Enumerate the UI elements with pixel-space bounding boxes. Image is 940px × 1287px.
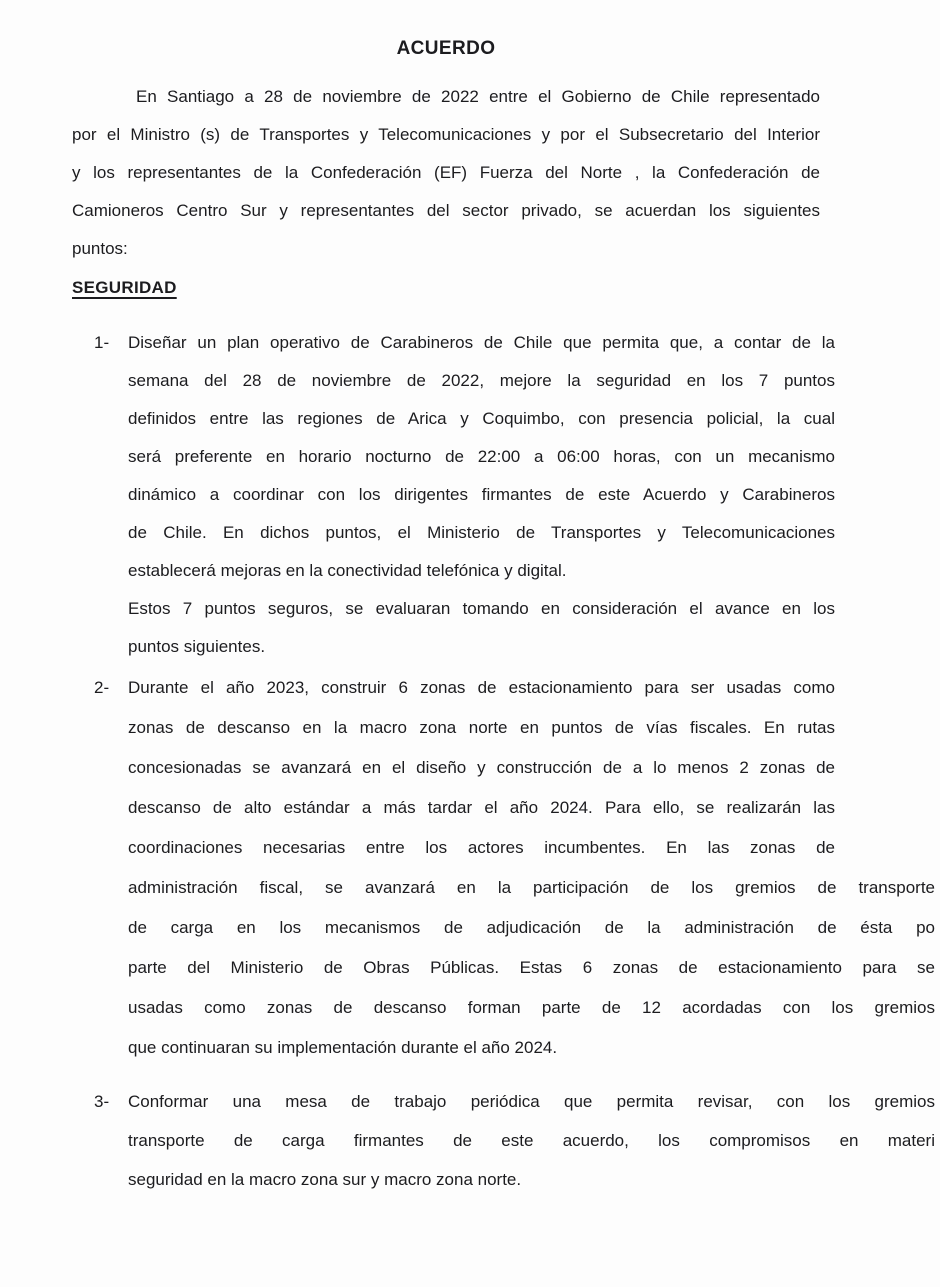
text-line: seguridad en la macro zona sur y macro zona norte. <box>128 1170 522 1189</box>
text-line: definidos entre las regiones de Arica y Coquimbo, con presencia policial, la cual <box>128 409 835 428</box>
text-line: establecerá mejoras en la conectividad telefónica y digital. <box>128 561 567 580</box>
list-item-2 <box>72 668 935 1068</box>
text-line: descanso de alto estándar a más tardar el año 2024. Para ello, se realizarán las <box>128 798 835 817</box>
text-line: Conformar una mesa de trabajo periódica que permita revisar, con los gremios <box>128 1092 935 1111</box>
text-line: zonas de descanso en la macro zona norte en puntos de vías fiscales. En rutas <box>128 718 835 737</box>
intro-paragraph <box>72 78 820 268</box>
text-line: concesionadas se avanzará en el diseño y construcción de a lo menos 2 zonas de <box>128 758 835 777</box>
text-line: coordinaciones necesarias entre los actores incumbentes. En las zonas de <box>128 838 835 857</box>
text-line: de carga en los mecanismos de adjudicación de la administración de ésta po <box>128 918 935 937</box>
text-line: puntos: <box>72 239 128 258</box>
list-item-number: 2- <box>94 678 110 697</box>
text-line: semana del 28 de noviembre de 2022, mejore la seguridad en los 7 puntos <box>128 371 835 390</box>
text-line: En Santiago a 28 de noviembre de 2022 entre el Gobierno de Chile representado <box>136 87 820 106</box>
text-line: Camioneros Centro Sur y representantes del sector privado, se acuerdan los siguientes <box>72 201 820 220</box>
list-item-3 <box>72 1082 935 1199</box>
document-body <box>72 30 935 1199</box>
text-line: y los representantes de la Confederación (EF) Fuerza del Norte , la Confederación de <box>72 163 820 182</box>
text-line: por el Ministro (s) de Transportes y Telecomunicaciones y por el Subsecretario del Interior <box>72 125 820 144</box>
text-line: puntos siguientes. <box>128 637 266 656</box>
text-line: Estos 7 puntos seguros, se evaluaran tomando en consideración el avance en los <box>128 599 835 618</box>
text-line: transporte de carga firmantes de este acuerdo, los compromisos en materi <box>128 1131 935 1150</box>
list-item-1 <box>72 324 835 666</box>
document-title: ACUERDO <box>396 38 496 59</box>
text-line: usadas como zonas de descanso forman parte de 12 acordadas con los gremios <box>128 998 935 1017</box>
text-line: que continuaran su implementación durante el año 2024. <box>128 1038 558 1057</box>
list-item-number: 1- <box>94 333 110 352</box>
text-line: será preferente en horario nocturno de 22:00 a 06:00 horas, con un mecanismo <box>128 447 835 466</box>
section-heading-seguridad: SEGURIDAD <box>72 278 177 297</box>
text-line: Diseñar un plan operativo de Carabineros de Chile que permita que, a contar de la <box>128 333 835 352</box>
text-line: dinámico a coordinar con los dirigentes firmantes de este Acuerdo y Carabineros <box>128 485 835 504</box>
text-line: parte del Ministerio de Obras Públicas. Estas 6 zonas de estacionamiento para se <box>128 958 935 977</box>
list-item-number: 3- <box>94 1092 110 1111</box>
text-line: de Chile. En dichos puntos, el Ministerio de Transportes y Telecomunicaciones <box>128 523 835 542</box>
text-line: administración fiscal, se avanzará en la participación de los gremios de transporte <box>128 878 935 897</box>
text-line: Durante el año 2023, construir 6 zonas de estacionamiento para ser usadas como <box>128 678 835 697</box>
